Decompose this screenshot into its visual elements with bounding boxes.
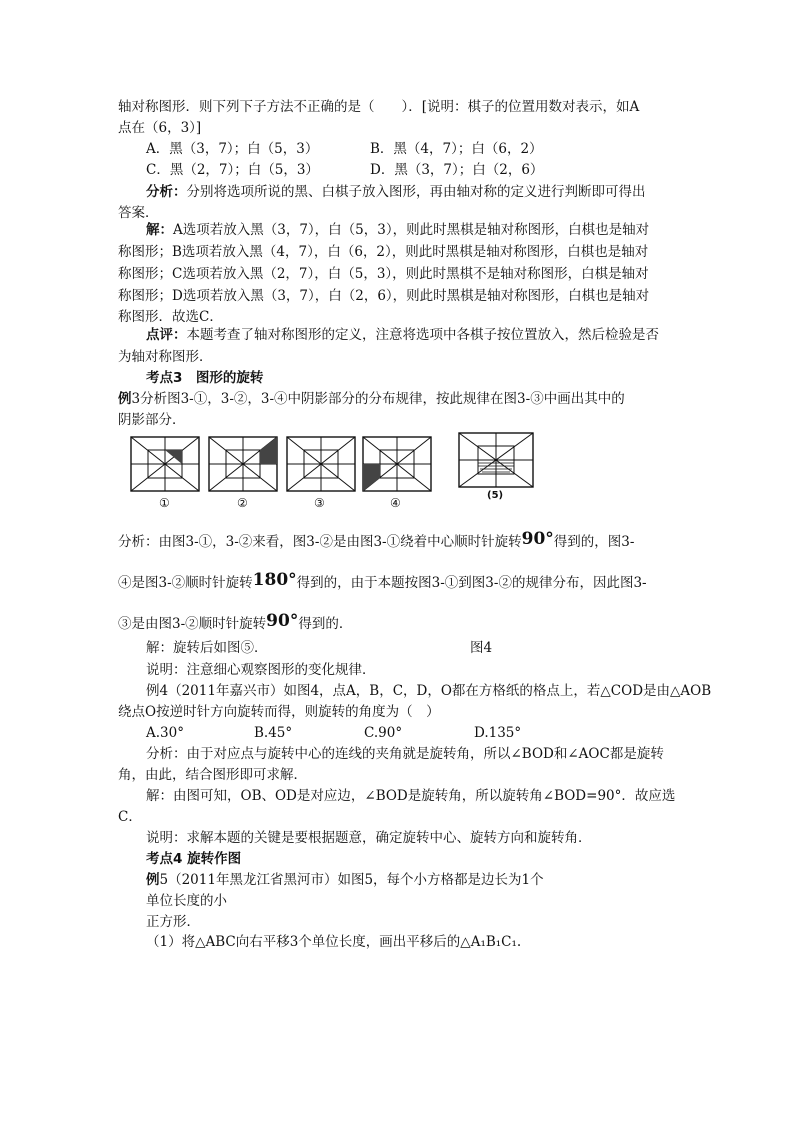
review bbox=[146, 325, 659, 345]
figure-5 bbox=[458, 432, 534, 488]
text-line: 正方形． bbox=[146, 914, 200, 930]
option-c: C．黑（2，7）；白（5，3） bbox=[146, 162, 319, 178]
example-text: 3分析图3-①，3-②，3-④中阴影部分的分布规律，按此规律在图3-③中画出其中的 bbox=[131, 391, 625, 407]
text-line: 称图形；D选项若放入黑（3，7），白（2，6），则此时黑棋是轴对称图形，白棋也是轴对 bbox=[118, 288, 650, 304]
text-line: 阴影部分． bbox=[118, 412, 186, 428]
figure-caption: (5) bbox=[487, 490, 504, 501]
text-line: 绕点O按逆时针方向旋转而得，则旋转的角度为（ ） bbox=[118, 704, 440, 720]
degree-value: 180° bbox=[252, 570, 297, 590]
text-run: 得到的，图3- bbox=[553, 534, 635, 550]
figure-3 bbox=[286, 436, 356, 492]
figure-label: 图4 bbox=[470, 640, 493, 656]
analysis-text: 分别将选项所说的黑、白棋子放入图形，再由轴对称的定义进行判断即可得出 bbox=[186, 184, 646, 200]
figure-caption: ② bbox=[237, 496, 248, 510]
figure-2 bbox=[208, 436, 278, 492]
option-d: D．黑（3，7）；白（2，6） bbox=[370, 162, 544, 178]
text-line: 轴对称图形．则下列下子方法不正确的是（ ）．[说明：棋子的位置用数对表示，如A bbox=[118, 99, 640, 115]
option-a: A．黑（3，7）；白（5，3） bbox=[146, 141, 319, 157]
text-line: 为轴对称图形． bbox=[118, 349, 213, 365]
example-label: 例 bbox=[146, 872, 160, 888]
text-line: C． bbox=[118, 809, 142, 825]
option-b: B．黑（4，7）；白（6，2） bbox=[370, 141, 543, 157]
solution bbox=[146, 220, 649, 240]
text-run: ③是由图3-②顺时针旋转 bbox=[118, 616, 267, 632]
degree-value: 90° bbox=[521, 529, 554, 549]
text-line: 说明：注意细心观察图形的变化规律． bbox=[146, 662, 376, 678]
text-line: 分析：由于对应点与旋转中心的连线的夹角就是旋转角，所以∠BOD和∠AOC都是旋转 bbox=[146, 746, 664, 762]
analysis-3-line2 bbox=[118, 570, 647, 593]
analysis-label: 分析： bbox=[146, 184, 187, 200]
text-line: 点在（6，3）] bbox=[118, 120, 202, 136]
analysis bbox=[146, 182, 646, 202]
text-run: ④是图3-②顺时针旋转 bbox=[118, 575, 253, 591]
text-line: 称图形；C选项若放入黑（2，7），白（5，3），则此时黑棋不是轴对称图形，白棋是轴对 bbox=[118, 266, 649, 282]
figure-caption: ③ bbox=[314, 496, 325, 510]
text-line: 称图形；B选项若放入黑（4，7），白（6，2），则此时黑棋是轴对称图形，白棋也是轴对 bbox=[118, 244, 649, 260]
figure-1 bbox=[130, 436, 200, 492]
example-label: 例 bbox=[118, 391, 132, 407]
solution-label: 解： bbox=[146, 222, 173, 238]
solution-text: A选项若放入黑（3，7），白（5，3），则此时黑棋是轴对称图形，白棋也是轴对 bbox=[173, 222, 650, 238]
text-line: 称图形．故选C． bbox=[118, 309, 223, 325]
example-text: 5（2011年黑龙江省黑河市）如图5，每个小方格都是边长为1个 bbox=[159, 872, 544, 888]
analysis-3-line1 bbox=[118, 529, 634, 552]
text-line: （1）将△ABC向右平移3个单位长度，画出平移后的△A₁B₁C₁. bbox=[146, 934, 522, 950]
figure-caption: ④ bbox=[390, 496, 401, 510]
option-b: B.45° bbox=[254, 725, 293, 741]
example-3 bbox=[118, 389, 625, 409]
figure-caption: ① bbox=[159, 496, 170, 510]
option-a: A.30° bbox=[146, 725, 184, 741]
text-run: 分析：由图3-①，3-②来看，图3-②是由图3-①绕着中心顺时针旋转 bbox=[118, 534, 522, 550]
text-line: 角，由此，结合图形即可求解． bbox=[118, 767, 307, 783]
option-d: D.135° bbox=[474, 725, 522, 741]
example-5 bbox=[146, 870, 544, 890]
section-heading: 考点4 旋转作图 bbox=[146, 851, 242, 867]
review-text: 本题考查了轴对称图形的定义，注意将选项中各棋子按位置放入，然后检验是否 bbox=[186, 327, 659, 343]
option-c: C.90° bbox=[364, 725, 403, 741]
text-run: 得到的． bbox=[298, 616, 353, 632]
text-run: 得到的，由于本题按图3-①到图3-②的规律分布，因此图3- bbox=[296, 575, 647, 591]
figure-4 bbox=[362, 436, 432, 492]
text-line: 解：由图可知，OB、OD是对应边，∠BOD是旋转角，所以旋转角∠BOD=90°．故应选 bbox=[146, 788, 676, 804]
degree-value: 90° bbox=[266, 611, 299, 631]
text-line: 解：旋转后如图⑤． bbox=[146, 640, 268, 656]
analysis-3-line3 bbox=[118, 611, 352, 634]
text-line: 说明：求解本题的关键是要根据题意，确定旋转中心、旋转方向和旋转角． bbox=[146, 830, 592, 846]
text-line: 答案． bbox=[118, 205, 159, 221]
text-line: 例4（2011年嘉兴市）如图4，点A，B，C，D，O都在方格纸的格点上，若△COD是由△AOB bbox=[146, 683, 712, 699]
text-line: 单位长度的小 bbox=[146, 893, 227, 909]
section-heading: 考点3 图形的旋转 bbox=[146, 370, 264, 386]
review-label: 点评： bbox=[146, 327, 187, 343]
